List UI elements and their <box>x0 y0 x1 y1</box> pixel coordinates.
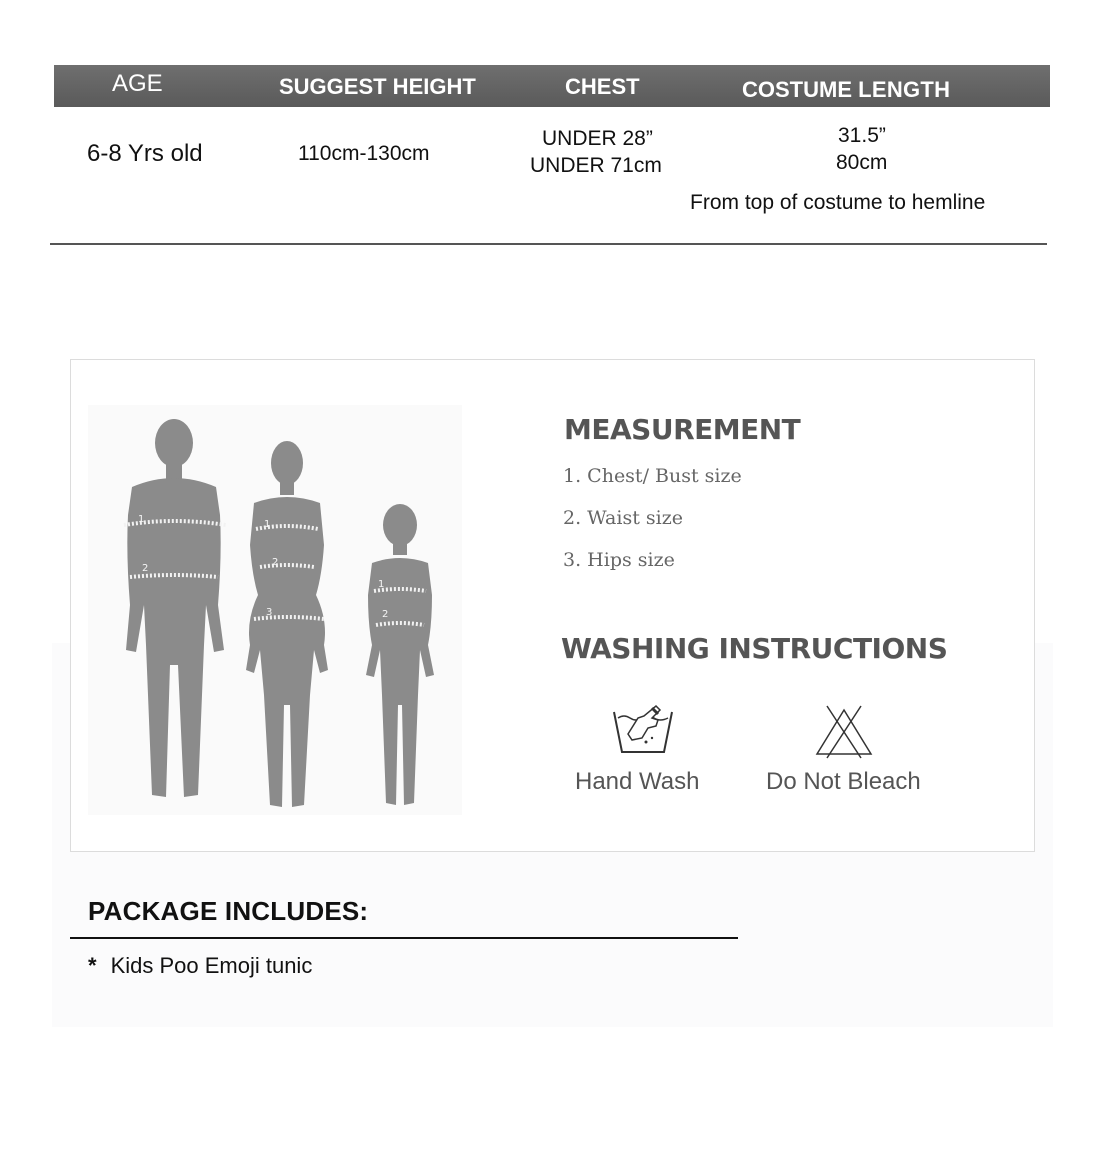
header-costume-word: COSTUME <box>742 77 852 102</box>
do-not-bleach-icon <box>813 704 875 760</box>
washing-instructions-title: WASHING INSTRUCTIONS <box>561 632 948 665</box>
cell-length-inches: 31.5” <box>838 124 886 147</box>
woman-label-2: 2 <box>272 557 279 568</box>
package-item-label: Kids Poo Emoji tunic <box>110 953 313 978</box>
header-costume-length <box>742 77 950 103</box>
package-includes-title: PACKAGE INCLUDES: <box>88 896 369 926</box>
woman-label-3: 3 <box>266 607 273 618</box>
cell-age: 6-8 Yrs old <box>87 140 203 167</box>
hand-wash-icon <box>612 704 674 756</box>
header-chest: CHEST <box>565 74 640 99</box>
cell-height: 110cm-130cm <box>298 142 430 165</box>
header-length-word: LENGTH <box>858 77 951 102</box>
bullet-star: * <box>88 953 97 978</box>
do-not-bleach-label: Do Not Bleach <box>766 768 921 795</box>
child-label-2: 2 <box>382 609 389 620</box>
body-figures-illustration <box>88 405 462 815</box>
cell-chest-cm: UNDER 71cm <box>530 154 662 177</box>
child-label-1: 1 <box>378 579 385 590</box>
measurement-item-chest: 1. Chest/ Bust size <box>563 465 742 487</box>
man-label-2: 2 <box>142 563 149 574</box>
woman-label-1: 1 <box>264 519 271 530</box>
measurement-item-hips: 3. Hips size <box>563 549 675 571</box>
cell-chest-inches: UNDER 28” <box>542 127 653 150</box>
header-suggest-height: SUGGEST HEIGHT <box>279 74 476 99</box>
package-item <box>88 953 312 979</box>
woman-figure-icon <box>246 441 328 807</box>
man-label-1: 1 <box>138 514 145 525</box>
man-figure-icon <box>126 419 224 797</box>
measurement-title: MEASUREMENT <box>564 413 801 446</box>
header-age: AGE <box>112 70 163 97</box>
child-figure-icon <box>366 504 434 805</box>
package-divider <box>70 937 738 939</box>
hand-wash-label: Hand Wash <box>575 768 700 795</box>
measurement-item-waist: 2. Waist size <box>563 507 683 529</box>
table-divider <box>50 243 1047 245</box>
cell-length-cm: 80cm <box>836 151 888 174</box>
length-note: From top of costume to hemline <box>690 191 986 214</box>
